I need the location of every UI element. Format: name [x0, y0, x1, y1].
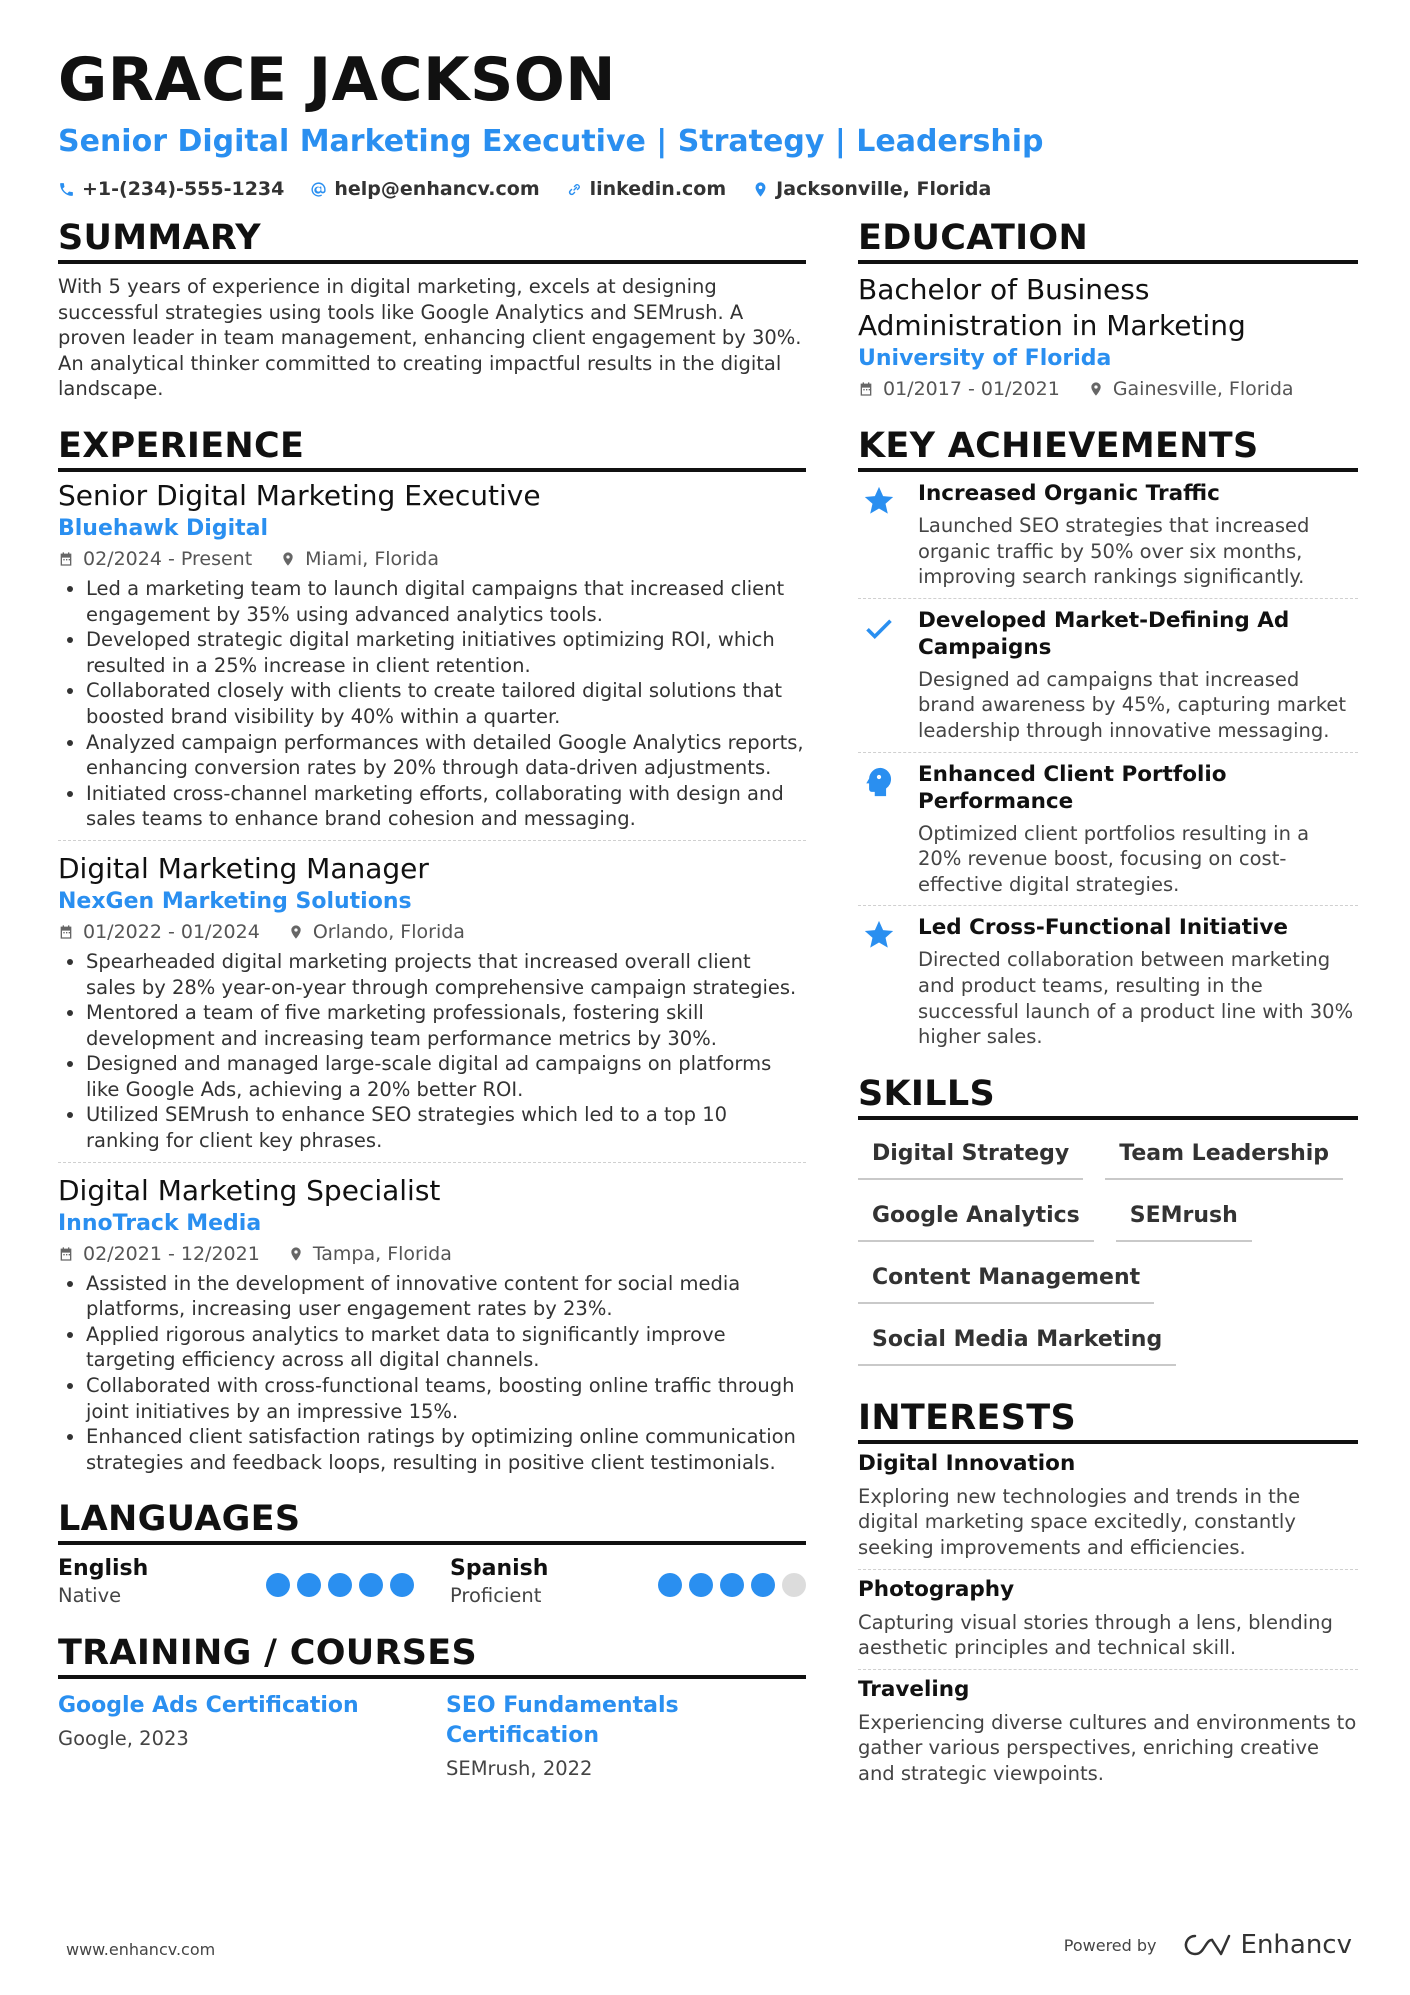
linkedin-text: linkedin.com	[589, 178, 727, 200]
job-bullet: • Analyzed campaign performances with detailed Google Analytics reports, enhancing conversion rates by 20% through data-driven adjustments.	[86, 730, 806, 781]
job-bullet: • Designed and managed large-scale digital ad campaigns on platforms like Google Ads, achieving a 20% better ROI.	[86, 1051, 806, 1102]
interest-item	[858, 1670, 1358, 1795]
interest-desc: Capturing visual stories through a lens, blending aesthetic principles and technical skill.	[858, 1610, 1333, 1660]
enhancv-logo-icon	[1183, 1932, 1231, 1958]
job-meta	[58, 919, 806, 945]
language-name: Spanish	[450, 1556, 549, 1582]
summary-title: SUMMARY	[58, 216, 806, 264]
job-bullet: • Initiated cross-channel marketing efforts, collaborating with design and sales teams to enhance brand cohesion and messaging.	[86, 781, 806, 832]
job-entry	[58, 851, 806, 1163]
course-detail: Google, 2023	[58, 1727, 189, 1751]
map-pin-icon	[288, 1246, 304, 1262]
job-bullets	[58, 576, 806, 832]
education-meta	[858, 376, 1358, 402]
achievement-item	[858, 906, 1358, 1057]
contact-phone[interactable]	[58, 178, 284, 200]
footer-website[interactable]: www.enhancv.com	[66, 1940, 216, 1959]
job-dates-text: 02/2021 - 12/2021	[83, 1242, 260, 1265]
rating-dot-empty	[782, 1573, 806, 1597]
skills-title: SKILLS	[858, 1072, 1358, 1120]
achievement-title: Led Cross-Functional Initiative	[918, 915, 1288, 941]
job-bullet: • Collaborated with cross-functional teams, boosting online traffic through joint initiatives by an impressive 15%.	[86, 1373, 806, 1424]
job-dates	[58, 546, 252, 572]
interest-item	[858, 1570, 1358, 1670]
job-bullet: • Assisted in the development of innovative content for social media platforms, increasing user engagement rates by 23%.	[86, 1271, 806, 1322]
check-icon	[862, 611, 896, 645]
brand-name: Enhancv	[1240, 1930, 1352, 1960]
achievement-desc: Launched SEO strategies that increased organic traffic by 50% over six months, improving search rankings significantly.	[918, 514, 1310, 589]
location-text: Jacksonville, Florida	[776, 178, 992, 200]
achievement-item	[858, 472, 1358, 599]
rating-dot-filled	[720, 1573, 744, 1597]
phone-icon	[58, 181, 75, 198]
skills-section	[858, 1072, 1358, 1366]
job-bullet: • Applied rigorous analytics to market data to significantly improve targeting efficiency across all digital channels.	[86, 1322, 806, 1373]
contact-bar	[58, 178, 1358, 200]
job-entry	[58, 1173, 806, 1484]
achievement-item	[858, 599, 1358, 753]
school: University of Florida	[858, 346, 1112, 371]
achievement-desc: Designed ad campaigns that increased brand awareness by 45%, capturing market leadership through innovative messaging.	[918, 667, 1347, 742]
achievement-title: Enhanced Client Portfolio Performance	[918, 761, 1227, 814]
job-entry	[58, 478, 806, 841]
course-item	[446, 1691, 806, 1783]
interest-item	[858, 1444, 1358, 1570]
skill-tag: Social Media Marketing	[858, 1320, 1176, 1366]
brand-logo[interactable]	[1183, 1930, 1352, 1960]
achievement-icon-wrap	[858, 607, 900, 744]
at-icon	[310, 181, 327, 198]
course-name: SEO Fundamentals Certification	[446, 1693, 679, 1749]
interest-title: Traveling	[858, 1676, 970, 1702]
achievement-icon-wrap	[858, 914, 900, 1049]
job-location-text: Orlando, Florida	[312, 920, 465, 943]
language-rating	[658, 1561, 806, 1609]
link-icon	[566, 181, 583, 198]
job-company: InnoTrack Media	[58, 1210, 262, 1236]
education-location	[1088, 376, 1294, 402]
job-bullets	[58, 949, 806, 1154]
calendar-icon	[58, 551, 74, 567]
skill-tag: SEMrush	[1116, 1196, 1252, 1242]
job-dates-text: 01/2022 - 01/2024	[83, 920, 260, 943]
languages-list	[58, 1555, 806, 1609]
job-role: Digital Marketing Specialist	[58, 1173, 441, 1207]
summary-text: With 5 years of experience in digital marketing, excels at designing successful strategies using tools like Google Analytics and SEMrush. A proven leader in team management, enhancing client engagement by 30%. An analytical thinker committed to creating impactful results in the digital landscape.	[58, 275, 802, 401]
courses-list	[58, 1691, 806, 1783]
interest-title: Photography	[858, 1576, 1015, 1602]
job-bullet: • Developed strategic digital marketing initiatives optimizing ROI, which resulted in a 25% increase in client retention.	[86, 627, 806, 678]
map-pin-icon	[280, 551, 296, 567]
job-bullet: • Spearheaded digital marketing projects that increased overall client sales by 28% year-on-year through comprehensive campaign strategies.	[86, 949, 806, 1000]
contact-email[interactable]	[310, 178, 539, 200]
course-detail: SEMrush, 2022	[446, 1757, 593, 1781]
interests-title: INTERESTS	[858, 1396, 1358, 1444]
courses-section	[58, 1631, 806, 1783]
achievements-section	[858, 424, 1358, 1058]
calendar-icon	[58, 924, 74, 940]
language-item	[58, 1555, 414, 1609]
education-title: EDUCATION	[858, 216, 1358, 264]
skill-tag: Digital Strategy	[858, 1134, 1083, 1180]
language-name: English	[58, 1556, 149, 1582]
language-item	[450, 1555, 806, 1609]
job-dates	[58, 1241, 260, 1267]
powered-by-label: Powered by	[1063, 1935, 1157, 1955]
job-bullet: • Utilized SEMrush to enhance SEO strategies which led to a top 10 ranking for client key phrases.	[86, 1102, 806, 1153]
calendar-icon	[858, 381, 874, 397]
achievement-desc: Directed collaboration between marketing and product teams, resulting in the successful launch of a product line with 30% higher sales.	[918, 948, 1354, 1049]
experience-section	[58, 424, 806, 1483]
job-location	[288, 919, 465, 945]
right-column	[858, 216, 1358, 1794]
star-icon	[862, 918, 896, 952]
star-icon	[862, 484, 896, 518]
education-location-text: Gainesville, Florida	[1112, 378, 1294, 400]
footer-branding	[1064, 1930, 1352, 1960]
job-meta	[58, 546, 806, 572]
rating-dot-filled	[390, 1573, 414, 1597]
rating-dot-filled	[751, 1573, 775, 1597]
achievement-title: Increased Organic Traffic	[918, 481, 1220, 506]
courses-title: TRAINING / COURSES	[58, 1631, 806, 1679]
job-dates-text: 02/2024 - Present	[83, 547, 253, 570]
education-dates	[858, 376, 1060, 402]
email-text: help@enhancv.com	[334, 178, 540, 200]
interest-title: Digital Innovation	[858, 1450, 1076, 1476]
phone-text: +1-(234)-555-1234	[82, 178, 285, 200]
rating-dot-filled	[266, 1573, 290, 1597]
headline: Senior Digital Marketing Executive | Strategy | Leadership	[58, 124, 1044, 159]
rating-dot-filled	[359, 1573, 383, 1597]
left-column	[58, 216, 806, 1783]
education-section	[858, 216, 1358, 402]
achievement-desc: Optimized client portfolios resulting in a 20% revenue boost, focusing on cost-effective digital strategies.	[918, 821, 1310, 896]
skill-tag: Google Analytics	[858, 1196, 1094, 1242]
contact-location	[752, 178, 991, 200]
rating-dot-filled	[297, 1573, 321, 1597]
achievement-title: Developed Market-Defining Ad Campaigns	[918, 607, 1290, 660]
map-pin-icon	[1088, 381, 1104, 397]
course-name: Google Ads Certification	[58, 1693, 359, 1719]
rating-dot-filled	[689, 1573, 713, 1597]
calendar-icon	[58, 1246, 74, 1262]
job-role: Senior Digital Marketing Executive	[58, 478, 541, 512]
course-item	[58, 1691, 418, 1783]
contact-linkedin[interactable]	[566, 178, 727, 200]
interests-section	[858, 1396, 1358, 1795]
job-company: Bluehawk Digital	[58, 515, 269, 541]
job-location-text: Miami, Florida	[305, 547, 439, 570]
interest-desc: Experiencing diverse cultures and environments to gather various perspectives, enriching creative and strategic viewpoints.	[858, 1710, 1357, 1785]
achievement-item	[858, 753, 1358, 907]
job-meta	[58, 1241, 806, 1267]
degree: Bachelor of Business Administration in Marketing	[858, 273, 1246, 342]
resume-header	[58, 42, 1358, 200]
skill-tag: Team Leadership	[1105, 1134, 1343, 1180]
job-role: Digital Marketing Manager	[58, 851, 429, 885]
rating-dot-filled	[328, 1573, 352, 1597]
language-rating	[266, 1561, 414, 1609]
skill-tag: Content Management	[858, 1258, 1154, 1304]
language-level: Native	[58, 1584, 122, 1608]
experience-title: EXPERIENCE	[58, 424, 806, 472]
map-pin-icon	[288, 924, 304, 940]
rating-dot-filled	[658, 1573, 682, 1597]
interest-desc: Exploring new technologies and trends in the digital marketing space excitedly, constantly seeking improvements and efficiencies.	[858, 1484, 1301, 1559]
job-bullet: • Led a marketing team to launch digital campaigns that increased client engagement by 35% using advanced analytics tools.	[86, 576, 806, 627]
summary-section	[58, 216, 806, 402]
language-level: Proficient	[450, 1584, 542, 1608]
education-dates-text: 01/2017 - 01/2021	[883, 378, 1060, 400]
skills-list	[858, 1134, 1358, 1366]
languages-section	[58, 1497, 806, 1609]
job-bullets	[58, 1271, 806, 1476]
achievement-icon-wrap	[858, 480, 900, 590]
job-bullet: • Enhanced client satisfaction ratings by optimizing online communication strategies and feedback loops, resulting in positive client testimonials.	[86, 1424, 806, 1475]
head-icon	[862, 765, 896, 799]
languages-title: LANGUAGES	[58, 1497, 806, 1545]
candidate-name: GRACE JACKSON	[58, 45, 617, 115]
job-dates	[58, 919, 260, 945]
job-location	[288, 1241, 452, 1267]
job-bullet: • Mentored a team of five marketing professionals, fostering skill development and increasing team performance metrics by 30%.	[86, 1000, 806, 1051]
map-pin-icon	[752, 181, 769, 198]
job-bullet: • Collaborated closely with clients to create tailored digital solutions that boosted brand visibility by 40% within a quarter.	[86, 678, 806, 729]
achievements-title: KEY ACHIEVEMENTS	[858, 424, 1358, 472]
job-location	[280, 546, 439, 572]
job-company: NexGen Marketing Solutions	[58, 888, 412, 914]
job-location-text: Tampa, Florida	[312, 1242, 452, 1265]
achievement-icon-wrap	[858, 761, 900, 898]
